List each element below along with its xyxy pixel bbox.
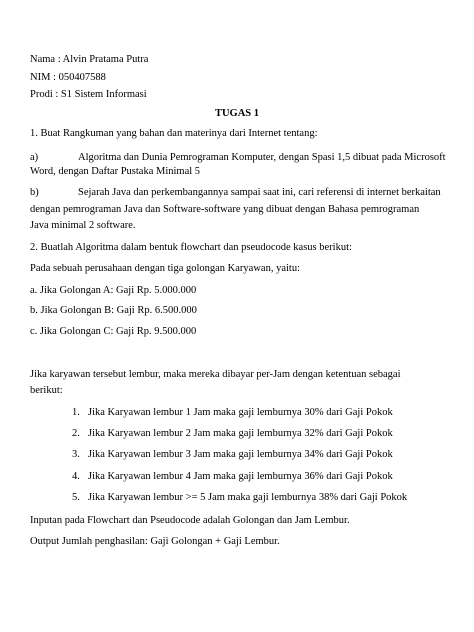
document-title: TUGAS 1 bbox=[214, 108, 260, 119]
task1-b-marker: b) bbox=[30, 187, 39, 198]
student-name: Nama : Alvin Pratama Putra bbox=[30, 54, 149, 65]
task1-a-line1: Algoritma dan Dunia Pemrograman Komputer, dengan Spasi 1,5 dibuat pada Microsoft bbox=[78, 152, 446, 163]
output-description: Output Jumlah penghasilan: Gaji Golongan + Gaji Lembur. bbox=[30, 536, 280, 547]
lembur-intro-line2: berikut: bbox=[30, 385, 63, 396]
task2-intro: 2. Buatlah Algoritma dalam bentuk flowchart dan pseudocode kasus berikut: bbox=[30, 242, 352, 253]
lembur-intro-line1: Jika karyawan tersebut lembur, maka mereka dibayar per-Jam dengan ketentuan sebagai bbox=[30, 369, 401, 380]
golongan-a: a. Jika Golongan A: Gaji Rp. 5.000.000 bbox=[30, 285, 197, 296]
golongan-b: b. Jika Golongan B: Gaji Rp. 6.500.000 bbox=[30, 305, 197, 316]
rule-1-text: Jika Karyawan lembur 1 Jam maka gaji lemburnya 30% dari Gaji Pokok bbox=[88, 407, 393, 418]
rule-3-marker: 3. bbox=[72, 449, 80, 460]
golongan-c: c. Jika Golongan C: Gaji Rp. 9.500.000 bbox=[30, 326, 197, 337]
rule-2-marker: 2. bbox=[72, 428, 80, 439]
rule-4-text: Jika Karyawan lembur 4 Jam maka gaji lemburnya 36% dari Gaji Pokok bbox=[88, 471, 393, 482]
task2-context: Pada sebuah perusahaan dengan tiga golongan Karyawan, yaitu: bbox=[30, 263, 300, 274]
task1-b-line3: Java minimal 2 software. bbox=[30, 220, 136, 231]
task1-b-line2: dengan pemrograman Java dan Software-software yang dibuat dengan Bahasa pemrograman bbox=[30, 204, 420, 215]
task1-intro: 1. Buat Rangkuman yang bahan dan materinya dari Internet tentang: bbox=[30, 128, 318, 139]
rule-3-text: Jika Karyawan lembur 3 Jam maka gaji lemburnya 34% dari Gaji Pokok bbox=[88, 449, 393, 460]
task1-a-line2: Word, dengan Daftar Pustaka Minimal 5 bbox=[30, 166, 201, 177]
student-nim: NIM : 050407588 bbox=[30, 72, 106, 83]
task1-a-marker: a) bbox=[30, 152, 39, 163]
rule-2-text: Jika Karyawan lembur 2 Jam maka gaji lemburnya 32% dari Gaji Pokok bbox=[88, 428, 393, 439]
rule-4-marker: 4. bbox=[72, 471, 80, 482]
rule-1-marker: 1. bbox=[72, 407, 80, 418]
rule-5-marker: 5. bbox=[72, 492, 80, 503]
task1-b-line1: Sejarah Java dan perkembangannya sampai saat ini, cari referensi di internet berkaitan bbox=[78, 187, 441, 198]
rule-5-text: Jika Karyawan lembur >= 5 Jam maka gaji lemburnya 38% dari Gaji Pokok bbox=[88, 492, 408, 503]
student-prodi: Prodi : S1 Sistem Informasi bbox=[30, 89, 147, 100]
input-description: Inputan pada Flowchart dan Pseudocode adalah Golongan dan Jam Lembur. bbox=[30, 515, 350, 526]
